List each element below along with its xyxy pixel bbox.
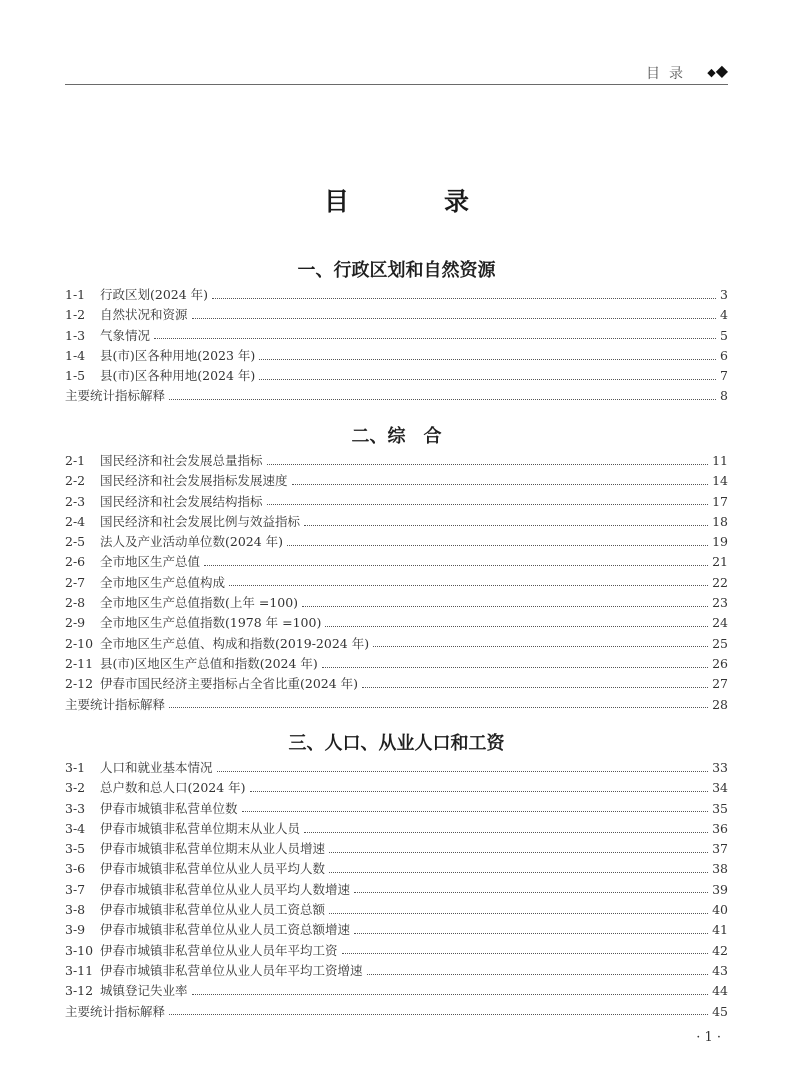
entry-label: 县(市)区各种用地(2024 年)	[100, 368, 256, 384]
entry-number: 2-6	[65, 554, 86, 570]
dot-leader	[304, 832, 708, 833]
entry-page-number: 39	[712, 881, 728, 897]
entry-number: 1-3	[65, 327, 86, 343]
toc-entry[interactable]	[65, 674, 728, 694]
entry-label: 自然状况和资源	[100, 307, 188, 323]
entry-page-number: 34	[712, 780, 728, 796]
dot-leader	[204, 565, 708, 566]
toc-entry[interactable]	[65, 532, 728, 552]
entry-page-number: 45	[712, 1003, 728, 1019]
toc-entry[interactable]	[65, 961, 728, 981]
entry-label: 伊春市城镇非私营单位期末从业人员	[100, 820, 301, 836]
dot-leader	[169, 1014, 708, 1015]
entry-number: 3-12	[65, 983, 94, 999]
toc-entry[interactable]	[65, 839, 728, 859]
dot-leader	[329, 852, 708, 853]
dot-leader	[250, 791, 709, 792]
entry-label: 全市地区生产总值	[100, 554, 201, 570]
dot-leader	[367, 974, 709, 975]
dot-leader	[329, 913, 708, 914]
toc-entry[interactable]	[65, 941, 728, 961]
entry-page-number: 18	[712, 513, 728, 529]
entry-label: 伊春市城镇非私营单位从业人员平均人数	[100, 861, 326, 877]
toc-entry[interactable]	[65, 573, 728, 593]
entry-number: 2-11	[65, 655, 94, 671]
dot-leader	[169, 707, 708, 708]
toc-entry[interactable]	[65, 900, 728, 920]
entry-label: 县(市)区地区生产总值和指数(2024 年)	[100, 655, 318, 671]
dot-leader	[154, 338, 716, 339]
entry-label: 城镇登记失业率	[100, 983, 188, 999]
entry-number: 3-3	[65, 800, 86, 816]
entry-page-number: 25	[712, 635, 728, 651]
entry-number: 3-8	[65, 902, 86, 918]
dot-leader	[322, 667, 708, 668]
toc-entry[interactable]	[65, 366, 728, 386]
toc-entry[interactable]	[65, 552, 728, 572]
entry-page-number: 5	[720, 327, 728, 343]
entry-page-number: 19	[712, 534, 728, 550]
section-title: 二、综 合	[351, 426, 442, 447]
toc-entry[interactable]	[65, 285, 728, 305]
entry-label: 县(市)区各种用地(2023 年)	[100, 347, 256, 363]
entry-page-number: 17	[712, 493, 728, 509]
toc-entry[interactable]	[65, 758, 728, 778]
entry-label: 伊春市国民经济主要指标占全省比重(2024 年)	[100, 676, 359, 692]
entry-label: 全市地区生产总值构成	[100, 574, 226, 590]
entry-number: 2-10	[65, 635, 94, 651]
entry-number: 2-3	[65, 493, 86, 509]
entry-number: 2-12	[65, 676, 94, 692]
entry-number: 3-1	[65, 760, 86, 775]
entry-number: 3-9	[65, 922, 86, 938]
entry-number: 1-5	[65, 368, 86, 384]
toc-entry[interactable]	[65, 880, 728, 900]
entry-page-number: 27	[712, 676, 728, 692]
dot-leader	[342, 953, 709, 954]
toc-entry[interactable]	[65, 471, 728, 491]
entry-page-number: 23	[712, 595, 728, 611]
dot-leader	[292, 484, 709, 485]
toc-entry[interactable]	[65, 981, 728, 1001]
entry-number: 3-7	[65, 881, 86, 897]
entry-page-number: 6	[720, 347, 728, 363]
entry-label: 总户数和总人口(2024 年)	[100, 780, 246, 796]
entry-label: 伊春市城镇非私营单位期末从业人员增速	[100, 841, 326, 857]
dot-leader	[169, 399, 716, 400]
entry-label: 国民经济和社会发展比例与效益指标	[100, 513, 301, 529]
entry-page-number: 28	[712, 696, 728, 712]
entry-label: 伊春市城镇非私营单位从业人员工资总额	[100, 902, 326, 918]
toc-entry[interactable]	[65, 613, 728, 633]
entry-label: 行政区划(2024 年)	[100, 287, 209, 302]
entry-number: 2-7	[65, 574, 86, 590]
toc-entry[interactable]	[65, 326, 728, 346]
entry-page-number: 14	[712, 473, 728, 489]
dot-leader	[302, 606, 708, 607]
entry-page-number: 33	[712, 760, 728, 775]
entry-page-number: 24	[712, 615, 728, 631]
entry-label: 全市地区生产总值、构成和指数(2019-2024 年)	[100, 635, 370, 651]
entry-page-number: 36	[712, 820, 728, 836]
dot-leader	[267, 464, 709, 465]
running-header	[65, 60, 728, 85]
toc-entry[interactable]	[65, 695, 728, 715]
entry-page-number: 4	[720, 307, 728, 323]
toc-entry[interactable]	[65, 305, 728, 325]
toc-entry[interactable]	[65, 346, 728, 366]
toc-section-3	[65, 730, 728, 1022]
entry-page-number: 43	[712, 962, 728, 978]
toc-section-1	[65, 257, 728, 407]
entry-label: 国民经济和社会发展结构指标	[100, 493, 263, 509]
page-number: · 1 ·	[696, 1030, 721, 1045]
entry-number: 2-1	[65, 453, 86, 468]
dot-leader	[192, 994, 709, 995]
entry-page-number: 42	[712, 942, 728, 958]
entry-page-number: 35	[712, 800, 728, 816]
entry-label: 国民经济和社会发展总量指标	[100, 453, 263, 468]
entry-page-number: 3	[720, 287, 728, 302]
entry-label: 主要统计指标解释	[65, 388, 166, 404]
toc-section-2	[65, 423, 728, 715]
toc-entry[interactable]	[65, 654, 728, 674]
dot-leader	[212, 298, 716, 299]
entry-label: 伊春市城镇非私营单位从业人员平均人数增速	[100, 881, 351, 897]
dot-leader	[354, 892, 708, 893]
entry-number: 2-5	[65, 534, 86, 550]
entry-number: 2-8	[65, 595, 86, 611]
diamond-ornament-icon: ◆◆	[707, 61, 728, 80]
entry-page-number: 26	[712, 655, 728, 671]
entry-number: 3-4	[65, 820, 86, 836]
dot-leader	[267, 504, 709, 505]
entry-page-number: 8	[720, 388, 728, 404]
entry-number: 3-10	[65, 942, 94, 958]
dot-leader	[354, 933, 708, 934]
entry-label: 全市地区生产总值指数(上年 =100)	[100, 595, 299, 611]
entry-number: 3-2	[65, 780, 86, 796]
toc-entry[interactable]	[65, 512, 728, 532]
entry-page-number: 38	[712, 861, 728, 877]
toc-entry[interactable]	[65, 593, 728, 613]
toc-entry[interactable]	[65, 799, 728, 819]
toc-entry[interactable]	[65, 859, 728, 879]
entry-label: 主要统计指标解释	[65, 696, 166, 712]
entry-label: 人口和就业基本情况	[100, 760, 213, 775]
dot-leader	[242, 811, 709, 812]
dot-leader	[192, 318, 716, 319]
dot-leader	[304, 525, 708, 526]
toc-entry[interactable]	[65, 451, 728, 471]
entry-label: 伊春市城镇非私营单位从业人员工资总额增速	[100, 922, 351, 938]
entry-number: 1-4	[65, 347, 86, 363]
entry-number: 1-1	[65, 287, 86, 302]
entry-label: 法人及产业活动单位数(2024 年)	[100, 534, 284, 550]
entry-page-number: 11	[712, 453, 728, 468]
entry-page-number: 41	[712, 922, 728, 938]
entry-label: 国民经济和社会发展指标发展速度	[100, 473, 288, 489]
dot-leader	[329, 872, 708, 873]
entry-label: 伊春市城镇非私营单位数	[100, 800, 238, 816]
entry-number: 3-6	[65, 861, 86, 877]
page-title: 目录	[323, 187, 564, 216]
section-title: 一、行政区划和自然资源	[297, 260, 496, 281]
dot-leader	[325, 626, 708, 627]
dot-leader	[362, 687, 708, 688]
toc-entry[interactable]	[65, 1002, 728, 1022]
running-title: 目录	[646, 66, 692, 82]
dot-leader	[229, 585, 708, 586]
toc-entry[interactable]	[65, 634, 728, 654]
section-title: 三、人口、从业人口和工资	[288, 733, 505, 754]
entry-label: 主要统计指标解释	[65, 1003, 166, 1019]
dot-leader	[373, 646, 708, 647]
dot-leader	[259, 379, 716, 380]
entry-label: 全市地区生产总值指数(1978 年 =100)	[100, 615, 322, 631]
entry-label: 气象情况	[100, 327, 151, 343]
entry-number: 3-5	[65, 841, 86, 857]
entry-label: 伊春市城镇非私营单位从业人员年平均工资	[100, 942, 338, 958]
dot-leader	[259, 359, 716, 360]
entry-number: 2-4	[65, 513, 86, 529]
toc-entry[interactable]	[65, 920, 728, 940]
entry-page-number: 40	[712, 902, 728, 918]
entry-page-number: 37	[712, 841, 728, 857]
dot-leader	[287, 545, 708, 546]
entry-number: 3-11	[65, 962, 94, 978]
toc-entry[interactable]	[65, 819, 728, 839]
entry-number: 1-2	[65, 307, 86, 323]
entry-page-number: 21	[712, 554, 728, 570]
toc-entry[interactable]	[65, 386, 728, 406]
entry-page-number: 22	[712, 574, 728, 590]
toc-entry[interactable]	[65, 778, 728, 798]
entry-page-number: 44	[712, 983, 728, 999]
entry-number: 2-2	[65, 473, 86, 489]
entry-page-number: 7	[720, 368, 728, 384]
dot-leader	[217, 771, 709, 772]
toc-entry[interactable]	[65, 492, 728, 512]
entry-label: 伊春市城镇非私营单位从业人员年平均工资增速	[100, 962, 363, 978]
entry-number: 2-9	[65, 615, 86, 631]
